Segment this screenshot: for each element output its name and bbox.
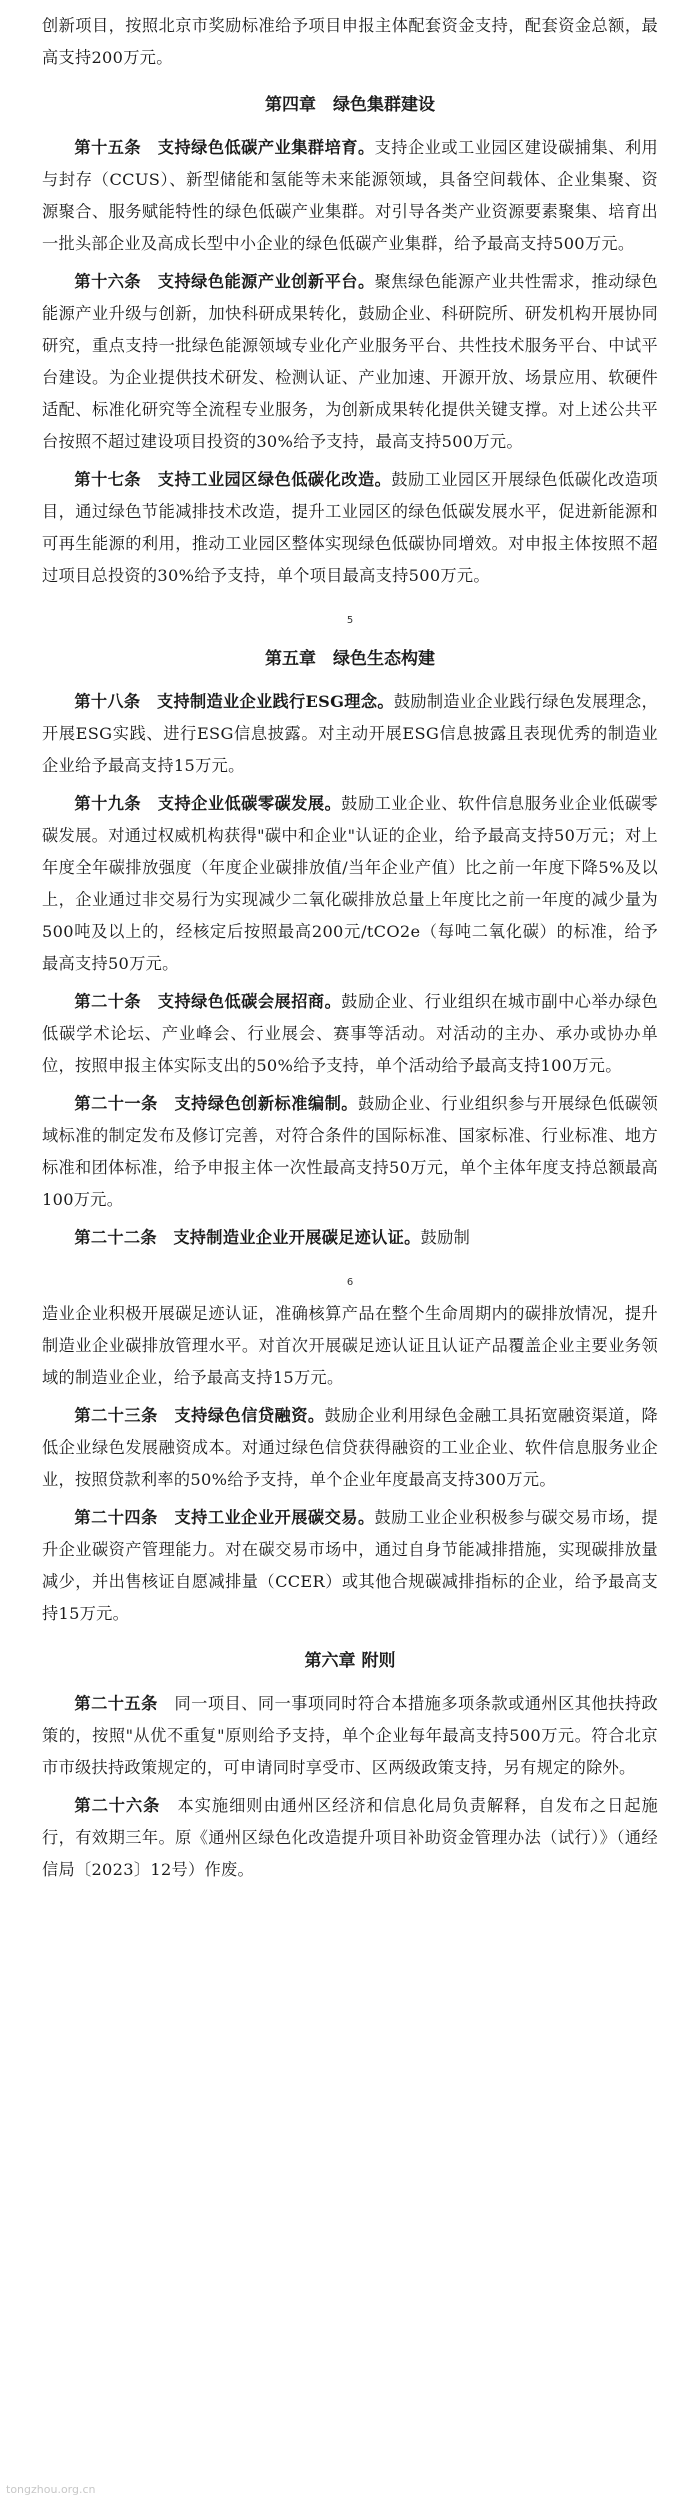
article-19-body: 鼓励工业企业、软件信息服务业企业低碳零碳发展。对通过权威机构获得"碳中和企业"认证的企业，给予最高支持50万元；对上年度全年碳排放强度（年度企业碳排放值/当年企业产值）比之前一年度下降5%及以上，企业通过非交易行为实现减少二氧化碳排放总量上年度比之前一年度的减少量为500吨及以上的，经核定后按照最高200元/tCO2e（每吨二氧化碳）的标准，给予最高支持50万元。 <box>42 794 658 973</box>
article-23-body: 鼓励企业利用绿色金融工具拓宽融资渠道，降低企业绿色发展融资成本。对通过绿色信贷获得融资的工业企业、软件信息服务业企业，按照贷款利率的50%给予支持，单个企业年度最高支持300万元。 <box>42 1406 659 1489</box>
article-21-body: 鼓励企业、行业组织参与开展绿色低碳领域标准的制定发布及修订完善，对符合条件的国际标准、国家标准、行业标准、地方标准和团体标准，给予申报主体一次性最高支持50万元，单个主体年度支持总额最高100万元。 <box>42 1094 658 1209</box>
article-25-heading: 第二十五条 <box>74 1694 158 1713</box>
article-21 <box>42 1088 658 1216</box>
chapter-6-title: 第六章 附则 <box>304 1651 396 1671</box>
article-22-body-continued: 造业企业积极开展碳足迹认证，准确核算产品在整个生命周期内的碳排放情况，提升制造业企业碳排放管理水平。对首次开展碳足迹认证且认证产品覆盖企业主要业务领域的制造业企业，给予最高支持15万元。 <box>42 1304 658 1387</box>
article-22-body-start: 鼓励制 <box>420 1228 471 1247</box>
article-26 <box>42 1790 658 1886</box>
article-16-heading: 第十六条 支持绿色能源产业创新平台。 <box>74 272 375 291</box>
article-17-body: 鼓励工业园区开展绿色低碳化改造项目，通过绿色节能减排技术改造，提升工业园区的绿色低碳发展水平，促进新能源和可再生能源的利用，推动工业园区整体实现绿色低碳协同增效。对申报主体按照不超过项目总投资的30%给予支持，单个项目最高支持500万元。 <box>42 470 658 585</box>
article-22-start <box>42 1222 658 1254</box>
article-22-continued <box>42 1298 658 1394</box>
intro-paragraph <box>42 10 658 74</box>
article-16-body: 聚焦绿色能源产业共性需求，推动绿色能源产业升级与创新，加快科研成果转化，鼓励企业、科研院所、研发机构开展协同研究，重点支持一批绿色能源领域专业化产业服务平台、共性技术服务平台、中试平台建设。为企业提供技术研发、检测认证、产业加速、开源开放、场景应用、软硬件适配、标准化研究等全流程专业服务，为创新成果转化提供关键支撑。对上述公共平台按照不超过建设项目投资的30%给予支持，最高支持500万元。 <box>42 272 658 451</box>
article-21-heading: 第二十一条 支持绿色创新标准编制。 <box>74 1094 358 1113</box>
page-number-5: 5 <box>346 615 354 626</box>
article-18 <box>42 686 658 782</box>
article-25 <box>42 1688 658 1784</box>
article-24 <box>42 1502 658 1630</box>
article-15 <box>42 132 658 260</box>
article-16 <box>42 266 658 458</box>
article-23-heading: 第二十三条 支持绿色信贷融资。 <box>74 1406 325 1425</box>
watermark-text: tongzhou.org.cn <box>6 2483 96 2496</box>
article-20-body: 鼓励企业、行业组织在城市副中心举办绿色低碳学术论坛、产业峰会、行业展会、赛事等活动。对活动的主办、承办或协办单位，按照申报主体实际支出的50%给予支持，单个活动给予最高支持100万元。 <box>42 992 658 1075</box>
article-18-heading: 第十八条 支持制造业企业践行ESG理念。 <box>74 692 394 711</box>
chapter-4-title: 第四章 绿色集群建设 <box>265 95 435 115</box>
article-26-heading: 第二十六条 <box>74 1796 161 1815</box>
article-23 <box>42 1400 658 1496</box>
article-15-body: 支持企业或工业园区建设碳捕集、利用与封存（CCUS）、新型储能和氢能等未来能源领域，具备空间载体、企业集聚、资源聚合、服务赋能特性的绿色低碳产业集群。对引导各类产业资源要素聚集、培育出一批头部企业及高成长型中小企业的绿色低碳产业集群，给予最高支持500万元。 <box>42 138 658 253</box>
article-19 <box>42 788 658 980</box>
article-22-heading: 第二十二条 支持制造业企业开展碳足迹认证。 <box>74 1228 421 1247</box>
article-19-heading: 第十九条 支持企业低碳零碳发展。 <box>74 794 342 813</box>
article-17-heading: 第十七条 支持工业园区绿色低碳化改造。 <box>74 470 392 489</box>
article-24-heading: 第二十四条 支持工业企业开展碳交易。 <box>74 1508 375 1527</box>
article-26-body: 本实施细则由通州区经济和信息化局负责解释，自发布之日起施行，有效期三年。原《通州区绿色化改造提升项目补助资金管理办法（试行）》（通经信局〔2023〕12号）作废。 <box>42 1796 659 1879</box>
article-15-heading: 第十五条 支持绿色低碳产业集群培育。 <box>74 138 375 157</box>
chapter-5-title: 第五章 绿色生态构建 <box>265 649 435 669</box>
article-18-body: 鼓励制造业企业践行绿色发展理念，开展ESG实践、进行ESG信息披露。对主动开展ESG信息披露且表现优秀的制造业企业给予最高支持15万元。 <box>42 692 658 775</box>
article-20 <box>42 986 658 1082</box>
article-17 <box>42 464 658 592</box>
page-number-6: 6 <box>346 1277 354 1288</box>
intro-text: 创新项目，按照北京市奖励标准给予项目申报主体配套资金支持，配套资金总额，最高支持200万元。 <box>42 16 658 67</box>
article-25-body: 同一项目、同一事项同时符合本措施多项条款或通州区其他扶持政策的，按照"从优不重复"原则给予支持，单个企业每年最高支持500万元。符合北京市市级扶持政策规定的，可申请同时享受市、区两级政策支持，另有规定的除外。 <box>42 1694 659 1777</box>
article-20-heading: 第二十条 支持绿色低碳会展招商。 <box>74 992 342 1011</box>
article-24-body: 鼓励工业企业积极参与碳交易市场，提升企业碳资产管理能力。对在碳交易市场中，通过自身节能减排措施，实现碳排放量减少，并出售核证自愿减排量（CCER）或其他合规碳减排指标的企业，给予最高支持15万元。 <box>42 1508 658 1623</box>
document-page <box>42 0 658 1886</box>
